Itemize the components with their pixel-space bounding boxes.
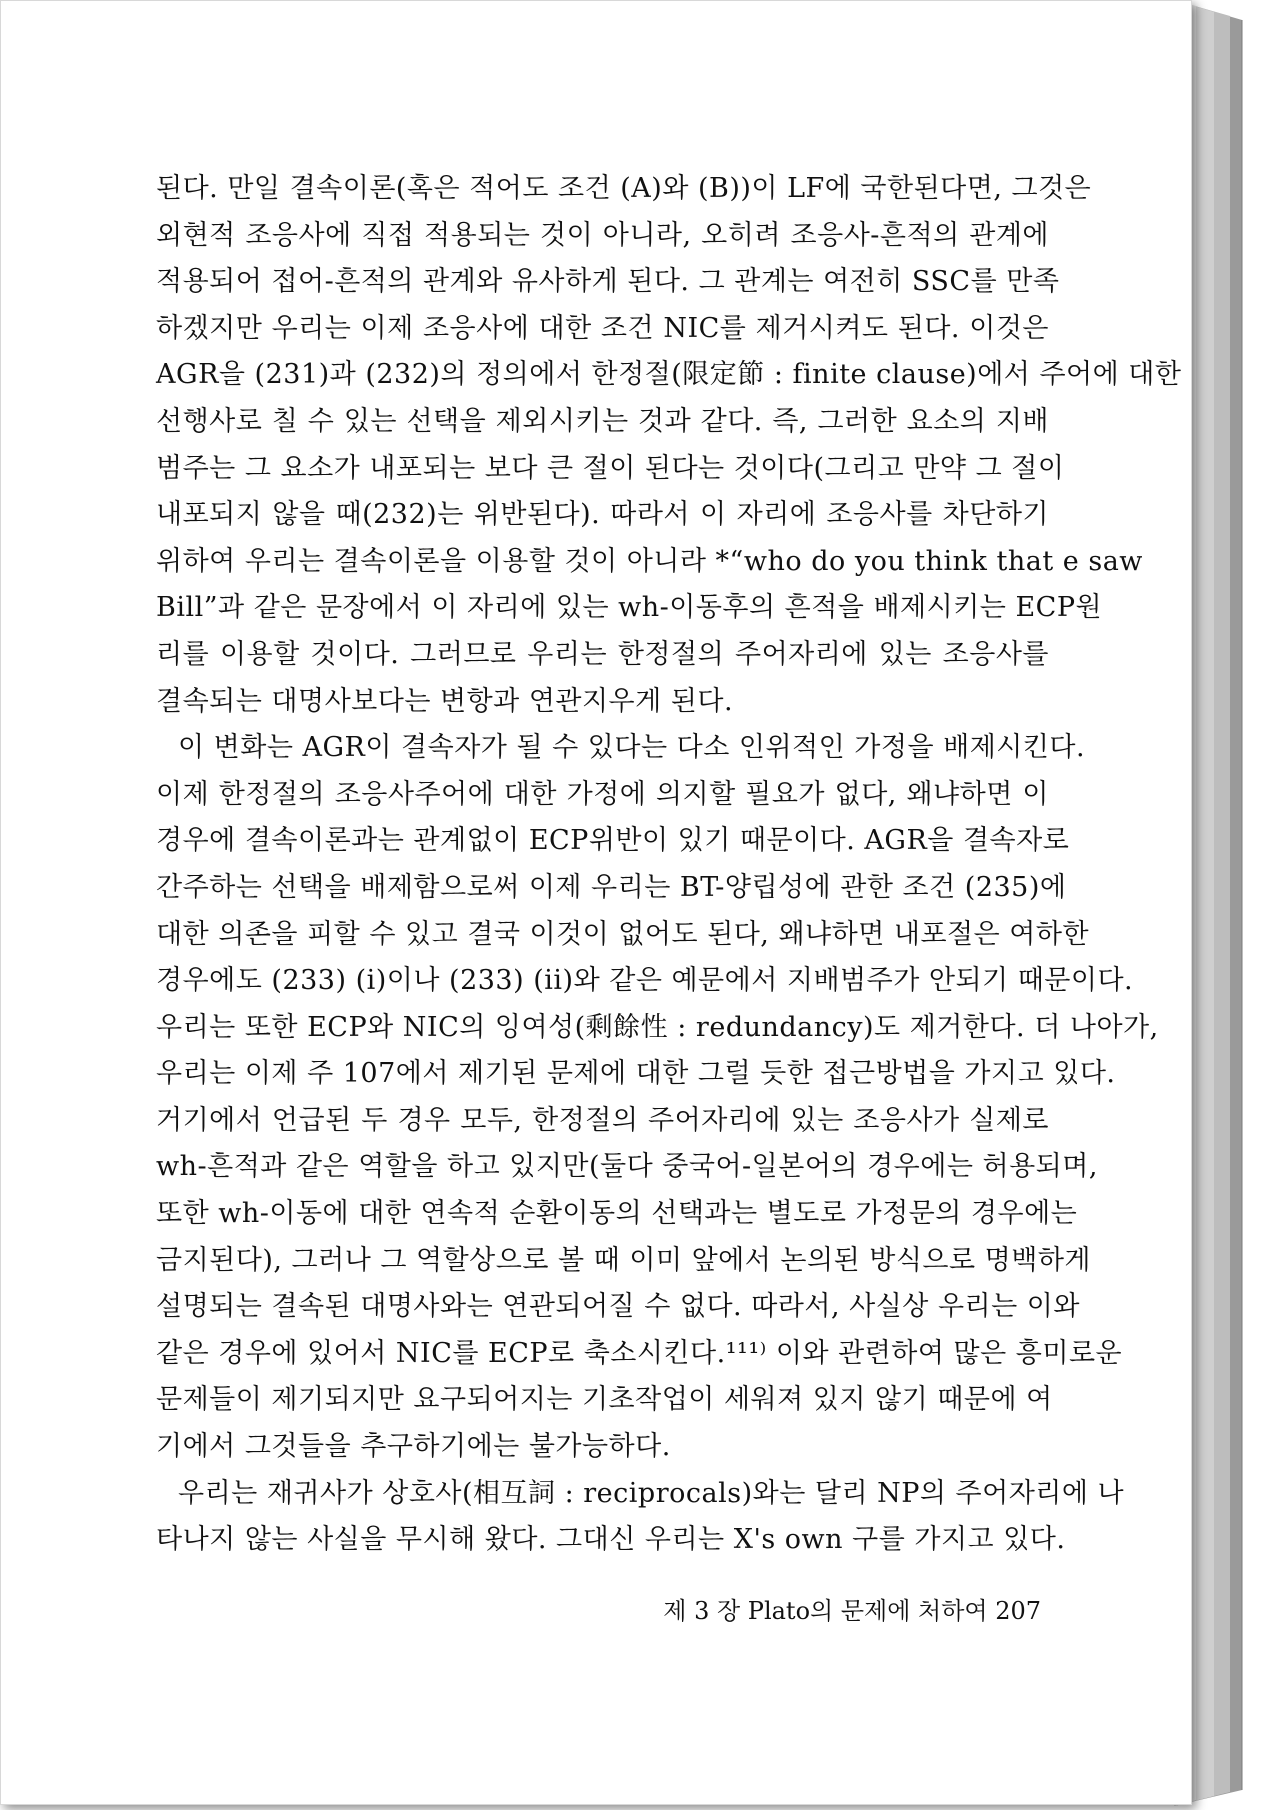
text-line: 결속되는 대명사보다는 변항과 연관지우게 된다. (156, 685, 734, 717)
text-line: 또한 wh-이동에 대한 연속적 순환이동의 선택과는 별도로 가정문의 경우에는 (156, 1198, 1078, 1230)
text-line: 거기에서 언급된 두 경우 모두, 한정절의 주어자리에 있는 조응사가 실제로 (156, 1104, 1049, 1136)
text-line: 위하여 우리는 결속이론을 이용할 것이 아니라 *“who do you think that e saw (156, 545, 1143, 577)
text-line: 문제들이 제기되지만 요구되어지는 기초작업이 세워져 있지 않기 때문에 여 (156, 1384, 1053, 1416)
text-line: 이 변화는 AGR이 결속자가 될 수 있다는 다소 인위적인 가정을 배제시킨다. (178, 732, 1086, 764)
text-line: 타나지 않는 사실을 무시해 왔다. 그대신 우리는 X's own 구를 가지고 있다. (156, 1524, 1066, 1556)
text-line: 된다. 만일 결속이론(혹은 적어도 조건 (A)와 (B))이 LF에 국한된다면, 그것은 (156, 173, 1092, 204)
text-line: 대한 의존을 피할 수 있고 결국 이것이 없어도 된다, 왜냐하면 내포절은 여하한 (156, 918, 1090, 950)
text-line: Bill”과 같은 문장에서 이 자리에 있는 wh-이동후의 흔적을 배제시키는 ECP원 (156, 592, 1103, 624)
text-line: 내포되지 않을 때(232)는 위반된다). 따라서 이 자리에 조응사를 차단하기 (156, 499, 1049, 531)
text-line: 적용되어 접어-흔적의 관계와 유사하게 된다. 그 관계는 여전히 SSC를 만족 (156, 266, 1060, 298)
text-line: 우리는 재귀사가 상호사(相互詞 : reciprocals)와는 달리 NP의 주어자리에 나 (178, 1477, 1125, 1509)
text-line: 우리는 이제 주 107에서 제기된 문제에 대한 그럴 듯한 접근방법을 가지고 있다. (156, 1058, 1116, 1090)
text-line: 기에서 그것들을 추구하기에는 불가능하다. (156, 1431, 671, 1463)
text-line: 리를 이용할 것이다. 그러므로 우리는 한정절의 주어자리에 있는 조응사를 (156, 638, 1049, 670)
text-line: 범주는 그 요소가 내포되는 보다 큰 절이 된다는 것이다(그리고 만약 그 절이 (156, 452, 1065, 484)
text-line: 금지된다), 그러나 그 역할상으로 볼 때 이미 앞에서 논의된 방식으로 명백하게 (156, 1244, 1091, 1276)
text-line: 이제 한정절의 조응사주어에 대한 가정에 의지할 필요가 없다, 왜냐하면 이 (156, 778, 1049, 810)
page-footer: 제 3 장 Plato의 문제에 처하여 207 (663, 1597, 1041, 1625)
text-line: AGR을 (231)과 (232)의 정의에서 한정절(限定節 : finite clause)에서 주어에 대한 (156, 359, 1182, 391)
body-text (156, 166, 1182, 1564)
text-line: 같은 경우에 있어서 NIC를 ECP로 축소시킨다.¹¹¹⁾ 이와 관련하여 많은 흥미로운 (156, 1337, 1123, 1369)
text-line: 하겠지만 우리는 이제 조응사에 대한 조건 NIC를 제거시켜도 된다. 이것은 (156, 312, 1049, 344)
text-line: 경우에 결속이론과는 관계없이 ECP위반이 있기 때문이다. AGR을 결속자로 (156, 825, 1070, 857)
text-line: 간주하는 선택을 배제함으로써 이제 우리는 BT-양립성에 관한 조건 (235)에 (156, 871, 1067, 903)
text-line: 외현적 조응사에 직접 적용되는 것이 아니라, 오히려 조응사-흔적의 관계에 (156, 219, 1049, 251)
text-line: 설명되는 결속된 대명사와는 연관되어질 수 없다. 따라서, 사실상 우리는 이와 (156, 1291, 1080, 1323)
text-line: 경우에도 (233) (i)이나 (233) (ii)와 같은 예문에서 지배범주가 안되기 때문이다. (156, 965, 1134, 997)
text-line: wh-흔적과 같은 역할을 하고 있지만(둘다 중국어-일본어의 경우에는 허용되며, (156, 1151, 1098, 1183)
text-line: 우리는 또한 ECP와 NIC의 잉여성(剩餘性 : redundancy)도 제거한다. 더 나아가, (156, 1011, 1159, 1043)
text-line: 선행사로 칠 수 있는 선택을 제외시키는 것과 같다. 즉, 그러한 요소의 지배 (156, 405, 1049, 437)
